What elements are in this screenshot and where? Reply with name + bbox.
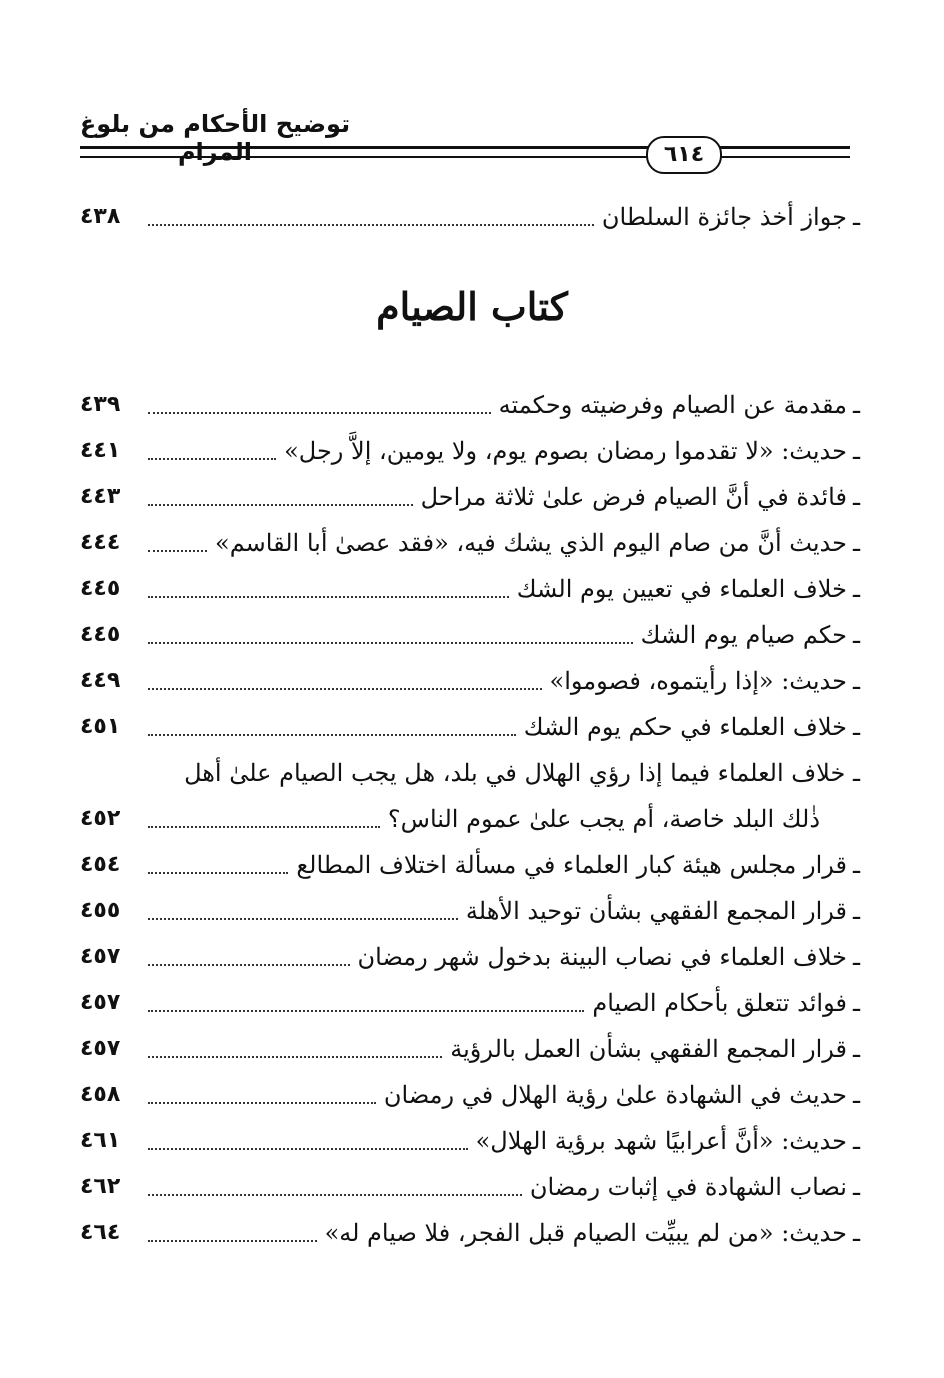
entry-title: حديث: «من لم يبيِّت الصيام قبل الفجر، فلا صيام له» (324, 1219, 847, 1247)
entry-title: حديث: «إذا رأيتموه، فصوموا» (549, 667, 847, 695)
toc-entry[interactable] (80, 614, 860, 656)
leader-dots (148, 458, 276, 460)
entry-title: حديث: «لا تقدموا رمضان بصوم يوم، ولا يومين، إلاَّ رجل» (284, 437, 847, 465)
toc-entry[interactable] (80, 196, 860, 238)
entry-title: حديث أنَّ من صام اليوم الذي يشك فيه، «فقد عصىٰ أبا القاسم» (215, 529, 847, 557)
entry-title: فائدة في أنَّ الصيام فرض علىٰ ثلاثة مراحل (420, 483, 847, 511)
entry-page: ٤٥٧ (80, 1036, 121, 1061)
entry-dash: ـ (852, 1081, 860, 1109)
entry-dash: ـ (852, 897, 860, 925)
entry-dash: ـ (852, 851, 860, 879)
toc-entry[interactable] (80, 982, 860, 1024)
entry-title: مقدمة عن الصيام وفرضيته وحكمته (498, 391, 847, 419)
entry-title: خلاف العلماء في نصاب البينة بدخول شهر رمضان (357, 943, 847, 971)
leader-dots (148, 504, 413, 506)
entry-dash: ـ (852, 1127, 860, 1155)
toc-entry[interactable] (80, 1074, 860, 1116)
leader-dots (148, 1102, 376, 1104)
entry-dash: ـ (852, 713, 860, 741)
entry-title: خلاف العلماء في حكم يوم الشك (523, 713, 847, 741)
entry-dash: ـ (852, 989, 860, 1017)
entry-dash: ـ (852, 437, 860, 465)
entry-title: قرار المجمع الفقهي بشأن توحيد الأهلة (465, 897, 847, 925)
leader-dots (148, 918, 458, 920)
entry-page: ٤٣٨ (80, 204, 121, 229)
entry-page: ٤٤٩ (80, 668, 121, 693)
entry-dash: ـ (852, 1173, 860, 1201)
toc-entry[interactable] (80, 522, 860, 564)
entry-page: ٤٥٤ (80, 852, 121, 877)
toc-entry[interactable] (80, 844, 860, 886)
entry-page: ٤٣٩ (80, 392, 121, 417)
entry-title: حديث في الشهادة علىٰ رؤية الهلال في رمضان (383, 1081, 847, 1109)
section-title: كتاب الصيام (376, 284, 568, 329)
leader-dots (148, 412, 491, 414)
leader-dots (148, 224, 594, 226)
entry-page: ٤٥٢ (80, 806, 121, 831)
entry-title: جواز أخذ جائزة السلطان (601, 203, 847, 231)
entry-title: خلاف العلماء في تعيين يوم الشك (516, 575, 847, 603)
toc-entry[interactable] (80, 430, 860, 472)
toc-entry[interactable] (80, 660, 860, 702)
leader-dots (148, 688, 542, 690)
entry-dash: ـ (852, 203, 860, 231)
toc-entry[interactable] (80, 706, 860, 748)
entry-page: ٤٦١ (80, 1128, 121, 1153)
entry-dash: ـ (852, 1035, 860, 1063)
entry-page: ٤٥٧ (80, 944, 121, 969)
leader-dots (148, 826, 380, 828)
entry-dash: ـ (852, 621, 860, 649)
header-rule-top (80, 146, 850, 149)
entry-page: ٤٥١ (80, 714, 121, 739)
leader-dots (148, 1010, 584, 1012)
entry-dash: ـ (852, 667, 860, 695)
entry-page: ٤٥٧ (80, 990, 121, 1015)
entry-page: ٤٦٢ (80, 1174, 121, 1199)
leader-dots (148, 596, 509, 598)
entry-title-continuation: ذٰلك البلد خاصة، أم يجب علىٰ عموم الناس؟ (387, 805, 820, 833)
leader-dots (148, 1194, 522, 1196)
entry-page: ٤٥٨ (80, 1082, 121, 1107)
leader-dots (148, 642, 633, 644)
leader-dots (148, 872, 288, 874)
toc-entry[interactable] (80, 476, 860, 518)
entry-dash: ـ (852, 529, 860, 557)
entry-page: ٤٥٥ (80, 898, 121, 923)
leader-dots (148, 964, 350, 966)
toc-entry[interactable] (80, 890, 860, 932)
toc-entry[interactable] (80, 384, 860, 426)
entry-title: قرار المجمع الفقهي بشأن العمل بالرؤية (450, 1035, 847, 1063)
entry-dash: ـ (852, 483, 860, 511)
leader-dots (148, 734, 516, 736)
toc-entry[interactable] (80, 1028, 860, 1070)
entry-page: ٤٤٥ (80, 622, 121, 647)
entry-title: حديث: «أنَّ أعرابيًا شهد برؤية الهلال» (475, 1127, 847, 1155)
entry-dash: ـ (845, 759, 860, 787)
leader-dots (148, 1148, 468, 1150)
entry-dash: ـ (852, 1219, 860, 1247)
entry-page: ٤٤١ (80, 438, 121, 463)
leader-dots (148, 550, 207, 552)
page-number-badge: ٦١٤ (646, 136, 722, 174)
toc-entry[interactable] (80, 1212, 860, 1254)
toc-entry[interactable] (80, 1120, 860, 1162)
toc-entry-continuation[interactable] (80, 798, 820, 840)
entry-dash: ـ (852, 391, 860, 419)
entry-page: ٤٤٤ (80, 530, 121, 555)
entry-page: ٤٤٣ (80, 484, 121, 509)
toc-entry[interactable] (80, 1166, 860, 1208)
entry-title: فوائد تتعلق بأحكام الصيام (592, 989, 847, 1017)
entry-title: نصاب الشهادة في إثبات رمضان (529, 1173, 847, 1201)
entry-title: خلاف العلماء فيما إذا رؤي الهلال في بلد، هل يجب الصيام علىٰ أهل (184, 759, 846, 787)
entry-title: حكم صيام يوم الشك (640, 621, 847, 649)
entry-dash: ـ (852, 943, 860, 971)
toc-entry[interactable] (80, 936, 860, 978)
entry-page: ٤٦٤ (80, 1220, 121, 1245)
entry-title: قرار مجلس هيئة كبار العلماء في مسألة اختلاف المطالع (296, 851, 847, 879)
leader-dots (148, 1056, 442, 1058)
toc-entry-first-line[interactable] (140, 752, 860, 794)
toc-entry[interactable] (80, 568, 860, 610)
book-title: توضيح الأحكام من بلوغ المرام (79, 110, 351, 166)
header-rule-bottom (80, 156, 850, 158)
leader-dots (148, 1240, 317, 1242)
entry-page: ٤٤٥ (80, 576, 121, 601)
entry-dash: ـ (852, 575, 860, 603)
